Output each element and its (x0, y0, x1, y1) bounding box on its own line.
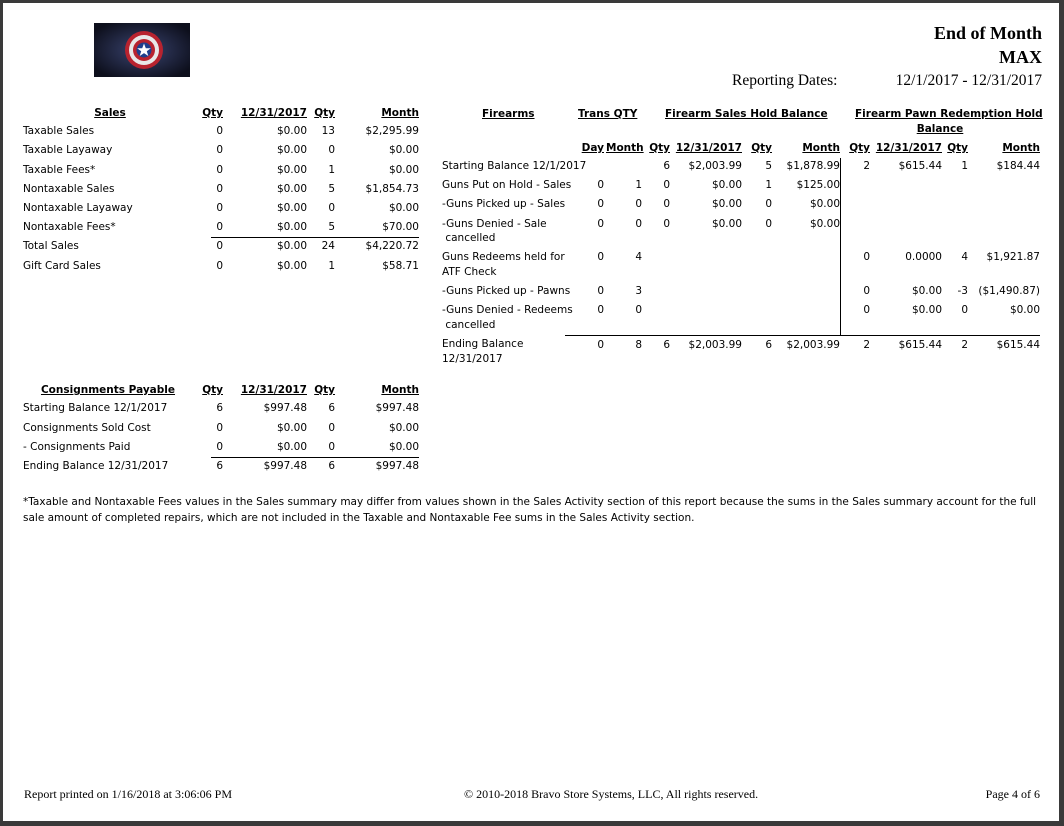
col-header: Month (381, 384, 419, 396)
col-header: Qty (202, 107, 223, 119)
col-header: Firearm Pawn Redemption Hold (855, 108, 1043, 120)
col-header: Firearms (482, 108, 535, 120)
col-header: Qty (947, 142, 968, 154)
reporting-dates-label: Reporting Dates: (732, 72, 838, 89)
store-name: MAX (999, 47, 1042, 67)
printed-timestamp: Report printed on 1/16/2018 at 3:06:06 PM (24, 787, 232, 801)
col-header: Firearm Sales Hold Balance (665, 108, 828, 120)
col-header: Month (802, 142, 840, 154)
col-header: Qty (849, 142, 870, 154)
logo (94, 23, 190, 77)
col-header: Qty (649, 142, 670, 154)
col-header: Month (1002, 142, 1040, 154)
col-header: Qty (751, 142, 772, 154)
col-header: 12/31/2017 (875, 142, 942, 154)
report-title: End of Month (933, 23, 1042, 43)
column-divider (840, 158, 841, 335)
copyright: © 2010-2018 Bravo Store Systems, LLC, All rights reserved. (464, 787, 759, 801)
col-header: Qty (314, 107, 335, 119)
shield-star-icon (94, 23, 190, 77)
col-header: Month (606, 142, 644, 154)
col-header: Sales (94, 107, 126, 119)
report-page: End of Month MAX Reporting Dates: 12/1/2017 - 12/31/2017 Sales Qty 12/31/2017 Qty Month Taxable Sales 0 $0.00 13 $2,295.99 Taxable Layaway 0 $0.00 0 $0.00 Taxable Fees* 0 $0.00 1 $0.00 Nontaxable Sales 0 $0.00 5 $1,854.73 Nontaxable Layaway 0 $0.00 0 $0.00 Nontaxable Fees* 0 $0.00 5 $70.00 Total Sales 0 $0.00 24 $4,220.72 Gift Card Sales 0 $0.00 1 $58.71 Firearms Trans QTY Firearm Sales Hold Balance Firearm Pawn Redemption Hold Balance Day Month Qty 12/31/2017 Qty Month Qty 12/31/2017 Qty Month Starting Balance 12/1/2017 6 $2,003.99 5 $1,878.99 2 $615.44 1 $184.44 Guns Put on Hold - Sales 0 1 0 $0.00 1 $125.00 -Guns Picked up - Sales 0 0 0 $0.00 0 $0.00 -Guns Denied - Sale cancelled 0 0 0 $0.00 0 $0.00 Guns Redeems held for ATF Check 0 4 0 0.0000 4 $1,921.87 -Guns Picked up - Pawns 0 3 0 $0.00 -3 ($1,490.87) -Guns Denied - Redeems cancelled 0 0 0 $0.00 0 $0.00 Ending Balance 12/31/2017 0 8 6 $2,003.99 6 $2,003.99 2 $615.44 2 $615.44 Consignments Payable Qty 12/31/2017 Qty Month Starting Balance 12/1/2017 6 $997.48 6 $997.48 Consignments Sold Cost 0 $0.00 0 $0.00 - Consignments Paid 0 $0.00 0 $0.00 Ending Balance 12/31/2017 6 $997.48 6 $997.48 *Taxable and Nontaxable Fees values in the Sales summary may differ from values shown in the Sales Activity section of this report because the sums in the Sales summary account for the full sale amount of completed repairs, which are not included in the Taxable and Nontaxable Fee sums in the Sales Activity section. Report printed on 1/16/2018 at 3:06:06 PM © 2010-2018 Bravo Store Systems, LLC, All rights reserved. Page 4 of 6 (3, 3, 1059, 821)
col-header: 12/31/2017 (240, 107, 307, 119)
col-header: Trans QTY (578, 108, 638, 120)
col-header: Qty (314, 384, 335, 396)
page-number: Page 4 of 6 (985, 787, 1040, 801)
col-header: 12/31/2017 (240, 384, 307, 396)
reporting-dates-range: 12/1/2017 - 12/31/2017 (895, 72, 1042, 89)
col-header: 12/31/2017 (675, 142, 742, 154)
total-divider (211, 457, 419, 458)
total-divider (565, 335, 1040, 336)
col-header: Balance (916, 123, 964, 135)
col-header: Month (381, 107, 419, 119)
col-header: Qty (202, 384, 223, 396)
footnote: *Taxable and Nontaxable Fees values in the Sales summary may differ from values shown in the Sales Activity section of this report because the sums in the Sales summary account for the full sale amount of completed repairs, which are not included in the Taxable and Nontaxable Fee sums in the Sales Activity section. (23, 496, 1037, 524)
total-divider (211, 237, 419, 238)
col-header: Consignments Payable (40, 384, 176, 396)
col-header: Day (581, 142, 604, 154)
